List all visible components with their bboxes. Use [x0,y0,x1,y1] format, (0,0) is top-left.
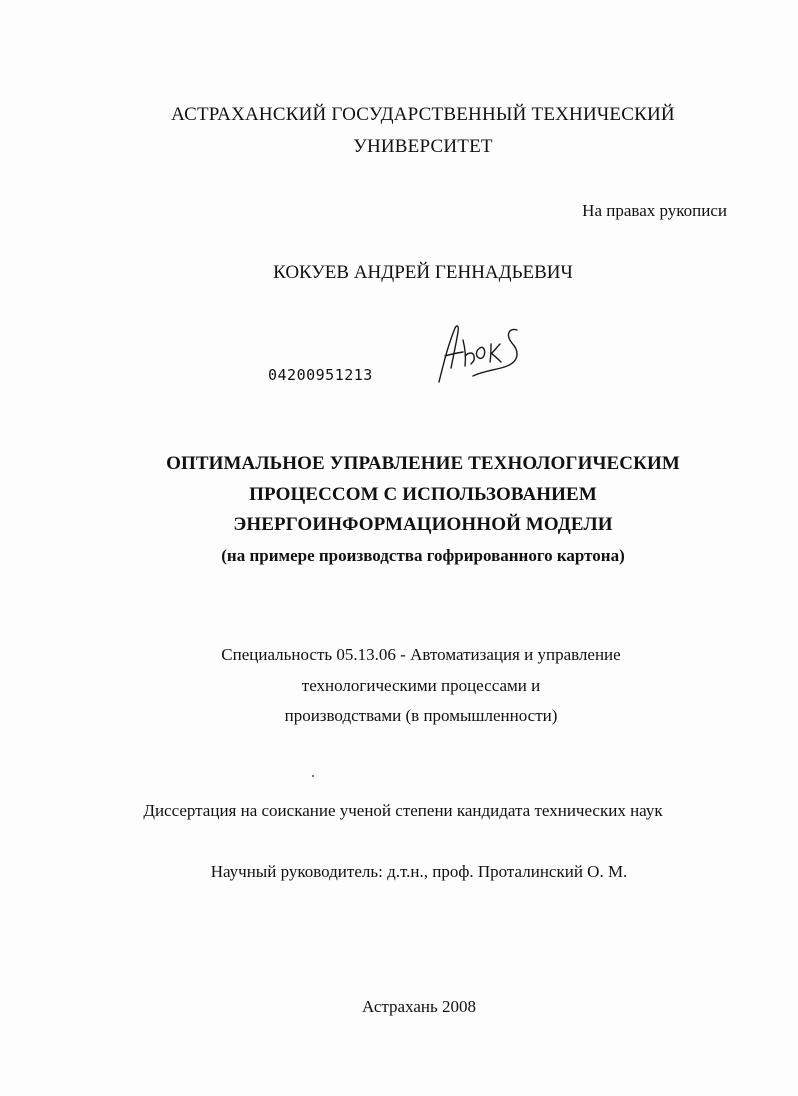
scientific-advisor: Научный руководитель: д.т.н., проф. Проталинский О. М. [210,862,628,881]
university-name-line2: УНИВЕРСИТЕТ [353,136,493,157]
title-subtitle: (на примере производства гофрированного картона) [221,546,625,565]
place-and-year: Астрахань 2008 [361,997,476,1016]
stray-dot [312,775,314,777]
rights-note: На правах рукописи [582,201,727,220]
title-line3: ЭНЕРГОИНФОРМАЦИОННОЙ МОДЕЛИ [233,514,613,535]
specialty-line2: технологическими процессами и [301,676,541,695]
title-line1: ОПТИМАЛЬНОЕ УПРАВЛЕНИЕ ТЕХНОЛОГИЧЕСКИМ [166,453,680,474]
specialty-line3: производствами (в промышленности) [284,706,558,725]
title-line2: ПРОЦЕССОМ С ИСПОЛЬЗОВАНИЕМ [249,484,597,505]
document-code: 04200951213 [268,366,373,384]
university-name-line1: АСТРАХАНСКИЙ ГОСУДАРСТВЕННЫЙ ТЕХНИЧЕСКИЙ [171,104,675,125]
handwritten-signature [425,318,535,388]
dissertation-statement: Диссертация на соискание ученой степени кандидата технических наук [143,801,663,820]
author-name: КОКУЕВ АНДРЕЙ ГЕННАДЬЕВИЧ [273,262,573,283]
specialty-line1: Специальность 05.13.06 - Автоматизация и управление [221,645,621,664]
